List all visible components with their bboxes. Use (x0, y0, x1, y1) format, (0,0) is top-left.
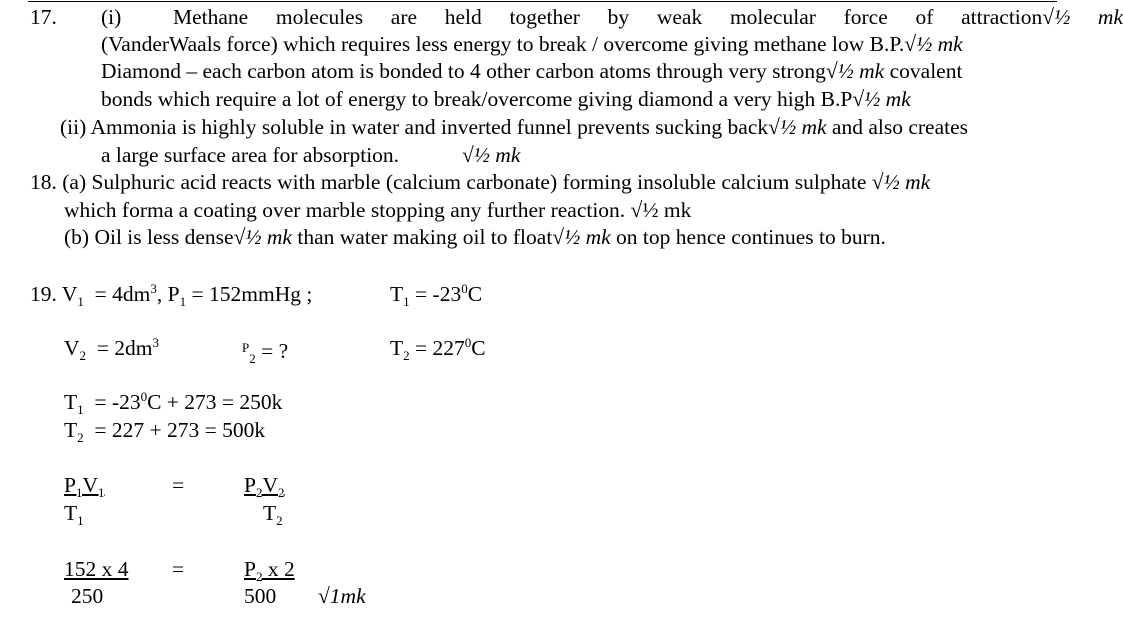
q19-t1-unit: C (467, 282, 483, 306)
formula-left-denominator: $T_1$ (64, 501, 84, 528)
q19-t1-calc-rest: C + 273 = 250k (147, 390, 283, 414)
q18-line3-text: (b) Oil is less dense (64, 225, 234, 249)
subst-equals: = (172, 557, 185, 581)
q17-line2 (101, 32, 963, 56)
q17-line2-text: (VanderWaals force) which requires less energy to break / overcome giving methane low B.P. (101, 32, 905, 56)
mark-tick: √½ mk (825, 59, 885, 83)
q19-t1-conversion: $T_1 = -23^0C + 273 = 250k$ (64, 389, 283, 417)
q17-line3-tail: covalent (884, 59, 963, 83)
q19-t1: $T_1 = -23^0C$ (390, 281, 483, 309)
q17-number: 17. (30, 5, 57, 29)
q18-line1 (30, 170, 930, 194)
q18-line1-text: 18. (a) Sulphuric acid reacts with marble (calcium carbonate) forming insoluble calcium sulphate (30, 170, 872, 194)
q18-line3-end: on top hence continues to burn. (610, 225, 886, 249)
mark-tick: √½ mk (871, 170, 931, 194)
q18-line3-mid: than water making oil to float (291, 225, 553, 249)
mark-tick: √½ mk (552, 225, 611, 249)
q19-t2-unit: C (471, 336, 486, 360)
subst-left-numerator: 152 x 4 (64, 557, 129, 581)
q18-line2: which forma a coating over marble stopping any further reaction. √½ mk (64, 198, 692, 222)
q17-line4 (101, 87, 911, 111)
mark-tick: √½ mk (768, 115, 827, 139)
q19-p2: $^P_2$ = ? (242, 339, 289, 366)
q17-part-ii-text: (ii) Ammonia is highly soluble in water and inverted funnel prevents sucking back (60, 115, 769, 139)
subst-right-tail: x 2 (262, 557, 295, 581)
q17-line1 (173, 5, 1123, 29)
formula-left-numerator: $P_1V_1$ (64, 473, 105, 500)
mark-tick: √½ mk (1042, 5, 1123, 29)
q17-part-ii-line2: a large surface area for absorption. (101, 143, 400, 167)
q19-p2-value: ? (278, 339, 289, 363)
q19-t2-value: 227 (432, 336, 465, 360)
q19-v2-value: 2dm (114, 336, 153, 360)
q17-line3 (101, 59, 962, 83)
subst-left-denominator: 250 (71, 584, 104, 608)
formula-right-numerator: $P_2V_2$ (244, 473, 285, 500)
q19-t1-calc: -23 (111, 390, 141, 414)
q19-number: 19. (30, 282, 57, 306)
q19-t2-calc: 227 + 273 = 500k (111, 418, 266, 442)
q17-part-i-label: (i) (101, 5, 122, 29)
q17-line4-text: bonds which require a lot of energy to break/overcome giving diamond a very high B.P (101, 87, 853, 111)
subst-right-numerator: $P_2$ x 2 (244, 557, 295, 584)
q19-v1: 4dm (112, 282, 151, 306)
q19-t2-conversion: $T_2 = 227 + 273 = 500k$ (64, 418, 266, 445)
q17-line1-text: Methane molecules are held together by weak molecular force of attraction (173, 5, 1043, 29)
q17-part-ii-tail: and also creates (826, 115, 969, 139)
mark-tick: √½ mk (904, 32, 963, 56)
q17-part-ii-line1 (60, 115, 968, 139)
q19-given-row1: 19. $V_1 = 4dm^3$, $P_1$ = 152mmHg ; (30, 281, 313, 309)
q17-line3-text: Diamond – each carbon atom is bonded to 4 other carbon atoms through very strong (101, 59, 826, 83)
q19-p1: 152mmHg ; (209, 282, 313, 306)
formula-equals: = (172, 473, 185, 497)
q19-t2: $T_2 = 227^0C$ (390, 335, 486, 363)
formula-right-denominator: $T_2$ (263, 501, 283, 528)
mark-tick: √1mk (318, 584, 366, 608)
subst-right-denominator: 500 (244, 584, 277, 608)
q18-line3 (64, 225, 886, 249)
top-rule (28, 1, 1057, 2)
mark-tick: √½ mk (852, 87, 911, 111)
mark-tick: √½ mk (233, 225, 292, 249)
q19-t1-value: -23 (432, 282, 462, 306)
mark-tick: √½ mk (462, 143, 521, 167)
q19-v2: $V_2 = 2dm^3$ (64, 335, 160, 363)
